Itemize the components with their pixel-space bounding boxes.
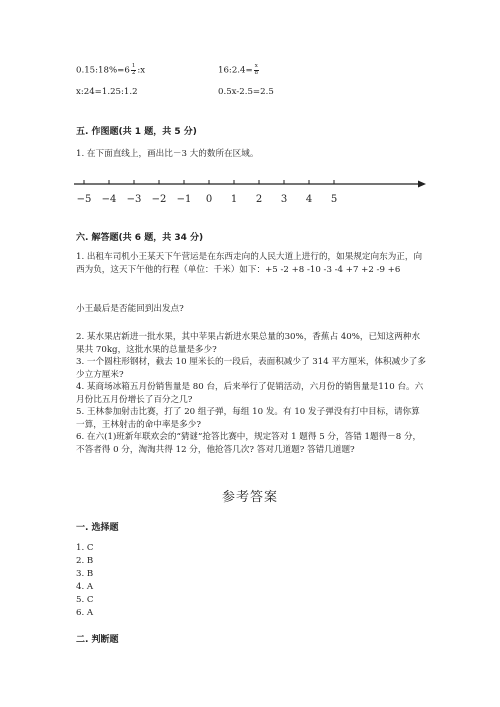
number-line-label: 4 — [305, 194, 313, 205]
number-line-label: 1 — [230, 194, 238, 205]
number-line-label: 2 — [255, 194, 263, 205]
equation-1-fraction: $\frac{1}{2}$ — [131, 63, 136, 76]
number-line-label: −4 — [101, 194, 117, 205]
question-5: 5. 王林参加射击比赛，打了 20 组子弹，每组 10 发。有 10 发子弹没有打中目标，请你算一算，王林射击的命中率是多少? — [76, 407, 420, 430]
number-line-label: 0 — [205, 194, 213, 205]
answers-title: 参考答案 — [221, 490, 278, 505]
answer-item: 1. C — [76, 543, 94, 553]
question-6: 6. 在六(1)班新年联欢会的“猜谜”抢答比赛中，规定答对 1 题得 5 分，答错 1题得－8 分，不答者得 0 分，淘淘共得 12 分，他抢答几次? 答对几道题? 答错几道题? — [76, 432, 422, 455]
answers-part-2-heading: 二. 判断题 — [76, 635, 119, 645]
section-5-question: 1. 在下面直线上，画出比－3 大的数所在区域。 — [76, 149, 259, 159]
question-3: 3. 一个圆柱形钢材，截去 10 厘米长的一段后，表面积减少了 314 平方厘米，体积减少了多少立方厘米? — [76, 357, 426, 380]
equation-1 — [76, 64, 145, 77]
equation-4: 0.5x-2.5=2.5 — [218, 87, 274, 97]
answer-item: 3. B — [76, 569, 94, 579]
number-line — [70, 174, 430, 208]
section-6-heading: 六. 解答题(共 6 题，共 34 分) — [76, 233, 204, 243]
equation-2 — [218, 64, 260, 77]
number-line-label: 3 — [280, 194, 288, 205]
answer-item: 5. C — [76, 595, 94, 605]
number-line-label: −3 — [126, 194, 142, 205]
number-line-label: −2 — [151, 194, 167, 205]
answer-item: 4. A — [76, 582, 94, 592]
question-4: 4. 某商场冰箱五月份销售量是 80 台，后来举行了促销活动，六月份的销售量是110 台。六月份比五月份增长了百分之几? — [76, 382, 424, 405]
equation-2-left: 16:2.4= — [218, 65, 253, 76]
equation-1-right: :x — [137, 65, 146, 76]
equation-1-left: 0.15:18%=6 — [76, 65, 130, 76]
answer-item: 2. B — [76, 556, 94, 566]
number-line-label: −1 — [176, 194, 192, 205]
question-2: 2. 某水果店新进一批水果，其中苹果占新进水果总量的30%，香蕉占 40%，已知这两种水果共 70kg，这批水果的总量是多少? — [76, 332, 421, 355]
answers-part-1-heading: 一. 选择题 — [76, 523, 119, 533]
question-1-ask: 小王最后是否能回到出发点? — [76, 304, 184, 314]
equation-3: x:24=1.25:1.2 — [76, 87, 138, 97]
equation-2-fraction: $\frac{x}{8}$ — [254, 63, 258, 76]
number-line-label: −5 — [76, 194, 92, 205]
question-1: 1. 出租车司机小王某天下午营运是在东西走向的人民大道上进行的，如果规定向东为正，向西为负，这天下午他的行程（单位：千米）如下：+5 -2 +8 -10 -3 -4 +7 +2 -9 +6 — [76, 252, 423, 275]
answer-item: 6. A — [76, 608, 94, 618]
section-5-heading: 五. 作图题(共 1 题，共 5 分) — [76, 127, 197, 137]
number-line-label: 5 — [330, 194, 338, 205]
number-line-arrow-icon — [418, 181, 426, 188]
